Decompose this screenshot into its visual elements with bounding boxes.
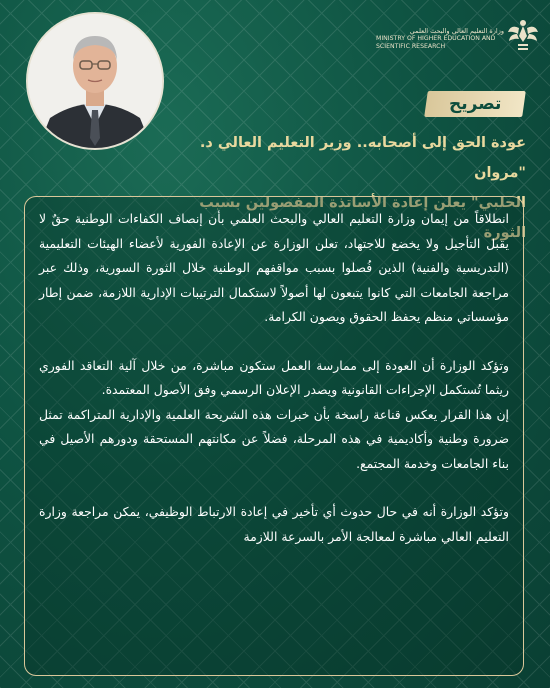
paragraph-4: وتؤكد الوزارة أنه في حال حدوث أي تأخير في إعادة الارتباط الوظيفي، يمكن مراجعة وزارة التعليم العالي مباشرة لمعالجة الأمر بالسرعة اللازمة <box>39 504 509 544</box>
headline-line-2: الحلبي" يعلن إعادة الأساتذة المفصولين بسبب الثورة <box>199 195 526 241</box>
minister-portrait <box>26 12 164 150</box>
eagle-emblem-icon <box>506 14 540 58</box>
paragraph-1: انطلاقاً من إيمان وزارة التعليم العالي والبحث العلمي بأن إنصاف الكفاءات الوطنية حقٌ لا يقبل التأجيل ولا يخضع للاجتهاد، تعلن الوزارة عن الإعادة الفورية لأعضاء الهيئات التعليمية (التدريسية والفنية) الذين فُصلوا بسبب مواقفهم الوطنية خلال الثورة السورية، وذلك عبر مراجعة الجامعات التي كانوا يتبعون لها أصولاً لاستكمال الترتيبات الإدارية اللازمة، ضمن إطار مؤسساتي منظم يحفظ الحقوق ويصون الكرامة. <box>39 211 509 324</box>
ministry-name-ar: وزارة التعليم العالي والبحث العلمي <box>409 27 504 35</box>
paragraph-2: وتؤكد الوزارة أن العودة إلى ممارسة العمل ستكون مباشرة، من خلال آلية التعاقد الفوري ريثما تُستكمل الإجراءات القانونية ويصدر الإعلان الرسمي وفق الأصول المعتمدة. <box>39 357 509 397</box>
ministry-logo <box>370 14 540 66</box>
headline-line-1: عودة الحق إلى أصحابه.. وزير التعليم العالي د. "مروان <box>199 135 526 181</box>
statement-tag <box>424 91 526 117</box>
statement-tag-label: تصريح <box>448 94 502 114</box>
portrait-image <box>28 14 162 148</box>
statement-card <box>24 196 524 676</box>
ministry-name-en-2: SCIENTIFIC RESEARCH <box>376 42 446 50</box>
paragraph-3: إن هذا القرار يعكس قناعة راسخة بأن خبرات هذه الشريحة العلمية والإدارية المتراكمة تمثل ضرورة وطنية وأكاديمية في هذه المرحلة، فضلاً عن مكانتهم المستحقة ودورهم الأصيل في بناء الجامعات وخدمة المجتمع. <box>39 406 509 471</box>
ministry-name-en-1: MINISTRY OF HIGHER EDUCATION AND <box>376 35 496 43</box>
